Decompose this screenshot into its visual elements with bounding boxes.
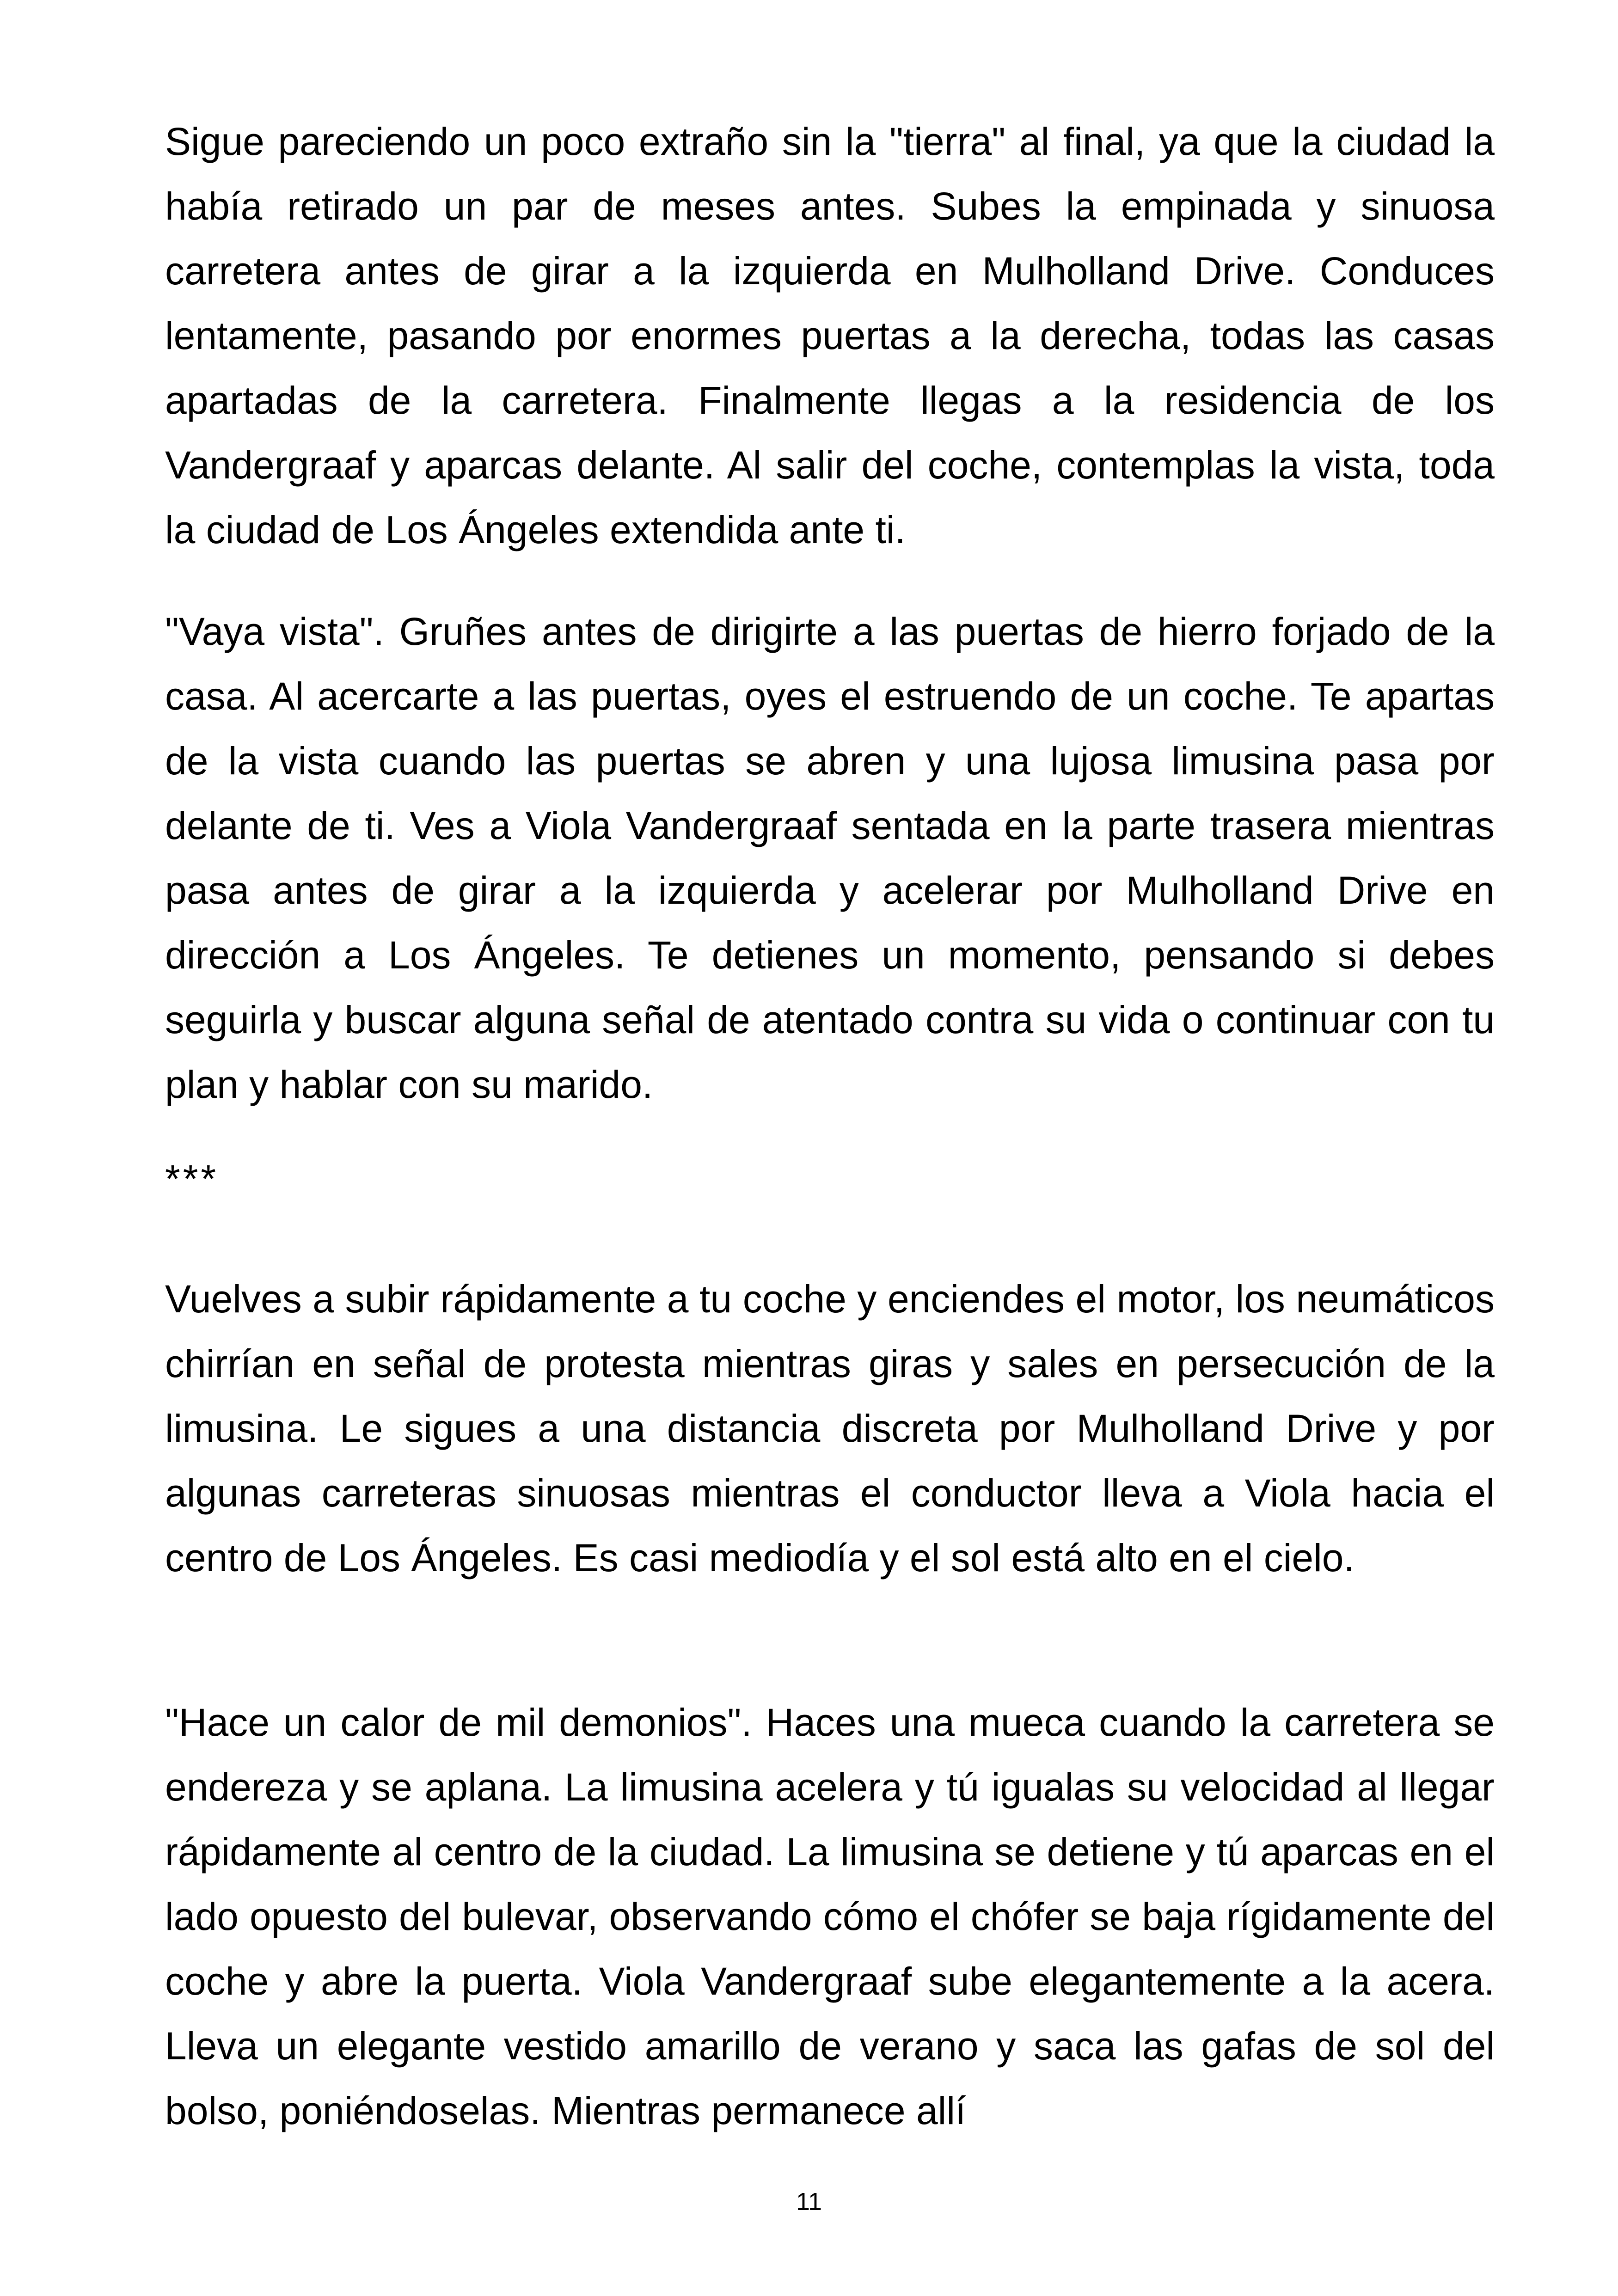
paragraph-text: "Vaya vista". Gruñes antes de dirigirte a las puertas de hierro forjado de la casa. Al acercarte a las puertas, oyes el estruendo de un coche. Te apartas de la vista cuando las puertas se abren y una lujosa limusina pasa por delante de ti. Ves a Viola Vandergraaf sentada en la parte trasera mientras pasa antes de girar a la izquierda y acelerar por Mulholland Drive en dirección a Los Ángeles. Te detienes un momento, pensando si debes seguirla y buscar alguna señal de atentado contra su vida o continuar con tu plan y hablar con su marido. [165,610,1495,1106]
paragraph-4 [165,1690,1495,2143]
paragraph-1 [165,109,1495,562]
paragraph-3 [165,1267,1495,1590]
paragraph-text: Sigue pareciendo un poco extraño sin la "tierra" al final, ya que la ciudad la había retirado un par de meses antes. Subes la empinada y sinuosa carretera antes de girar a la izquierda en Mulholland Drive. Conduces lentamente, pasando por enormes puertas a la derecha, todas las casas apartadas de la carretera. Finalmente llegas a la residencia de los Vandergraaf y aparcas delante. Al salir del coche, contemplas la vista, toda la ciudad de Los Ángeles extendida ante ti. [165,120,1495,551]
paragraph-text: "Hace un calor de mil demonios". Haces una mueca cuando la carretera se endereza y se aplana. La limusina acelera y tú igualas su velocidad al llegar rápidamente al centro de la ciudad. La limusina se detiene y tú aparcas en el lado opuesto del bulevar, observando cómo el chófer se baja rígidamente del coche y abre la puerta. Viola Vandergraaf sube elegantemente a la acera. Lleva un elegante vestido amarillo de verano y saca las gafas de sol del bolso, poniéndoselas. Mientras permanece allí [165,1701,1495,2132]
separator-text: *** [165,1157,219,1200]
page-number: 11 [796,2188,822,2216]
paragraph-2 [165,599,1495,1117]
paragraph-text: Vuelves a subir rápidamente a tu coche y enciendes el motor, los neumáticos chirrían en señal de protesta mientras giras y sales en persecución de la limusina. Le sigues a una distancia discreta por Mulholland Drive y por algunas carreteras sinuosas mientras el conductor lleva a Viola hacia el centro de Los Ángeles. Es casi mediodía y el sol está alto en el cielo. [165,1277,1495,1580]
scene-separator [165,1146,1495,1211]
